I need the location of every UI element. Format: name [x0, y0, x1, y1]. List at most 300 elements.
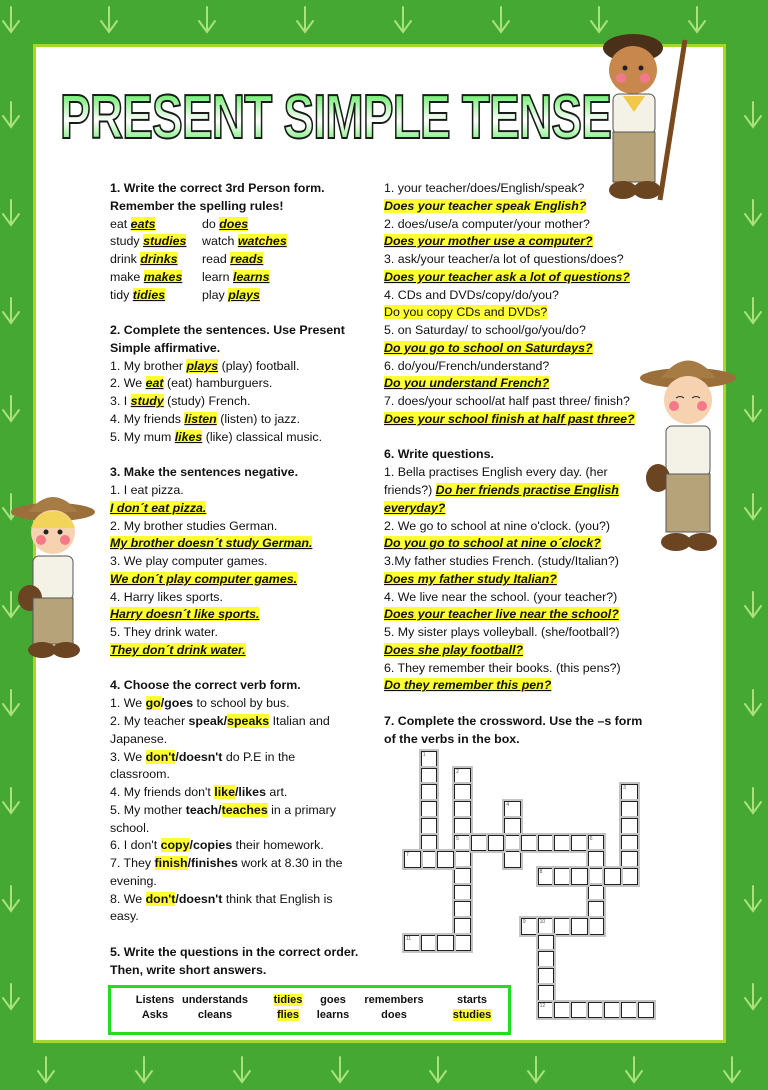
crossword-cell[interactable]	[421, 768, 438, 785]
grass-arrow-icon	[0, 786, 22, 816]
exercise-text: 4. CDs and DVDs/copy/do/you?	[384, 287, 559, 302]
crossword-cell[interactable]	[504, 851, 521, 868]
word-box-item: learns	[316, 1009, 350, 1021]
second-pair	[202, 233, 287, 251]
crossword-cell[interactable]	[404, 851, 421, 868]
grass-arrow-icon	[742, 884, 764, 914]
crossword-cell[interactable]	[454, 768, 471, 785]
crossword-cell[interactable]	[554, 1002, 571, 1019]
answer-text: makes	[143, 269, 183, 284]
section-heading: Then, write short answers.	[110, 962, 267, 977]
answer-text: don't	[145, 749, 176, 764]
text-line	[110, 837, 358, 855]
text-line	[384, 677, 642, 695]
grass-arrow-icon	[742, 688, 764, 718]
grass-arrow-icon	[196, 5, 218, 35]
second-pair	[202, 269, 270, 287]
word-box-item: does	[381, 1009, 407, 1021]
text-line	[384, 553, 642, 571]
exercise-text: their homework.	[232, 838, 324, 853]
crossword-cell[interactable]	[437, 935, 454, 952]
exercise-text: easy.	[110, 909, 139, 924]
word-box	[108, 985, 511, 1035]
answer-text: They don´t drink water.	[110, 642, 246, 657]
answer-text: plays	[228, 287, 260, 302]
crossword-cell[interactable]	[421, 751, 438, 768]
answer-text: Do her friends practise English	[435, 483, 619, 498]
text-line	[384, 713, 642, 731]
answer-text: Do you copy CDs and DVDs?	[384, 305, 548, 320]
crossword-cell[interactable]	[571, 1002, 588, 1019]
text-line	[110, 766, 358, 784]
exercise-text: 7. They	[110, 856, 155, 871]
text-line	[110, 269, 358, 287]
page-title: PRESENT SIMPLE TENSE	[60, 83, 612, 152]
crossword-cell[interactable]	[588, 851, 605, 868]
crossword-cell[interactable]	[554, 835, 571, 852]
grass-arrow-icon	[0, 100, 22, 130]
exercise-text: drink	[110, 252, 141, 267]
section-heading: 7. Complete the crossword. Use the –s form	[384, 713, 643, 728]
crossword-cell[interactable]	[571, 835, 588, 852]
crossword-cell[interactable]	[504, 818, 521, 835]
text-line	[384, 695, 642, 713]
text-line	[110, 677, 358, 695]
clue-number: 4	[506, 802, 509, 809]
left-column	[110, 180, 358, 979]
clue-number: 10	[539, 919, 546, 925]
crossword-cell[interactable]	[454, 851, 471, 868]
clue-number: 9	[522, 919, 526, 925]
grass-arrow-icon	[525, 1055, 547, 1085]
text-line	[110, 713, 358, 731]
exercise-text: /likes	[234, 785, 266, 800]
crossword-cell[interactable]	[437, 851, 454, 868]
text-line	[110, 553, 358, 571]
crossword-cell[interactable]	[538, 868, 555, 885]
text-line	[384, 535, 642, 553]
grass-arrow-icon	[0, 394, 22, 424]
exercise-text: (like) classical music.	[202, 429, 323, 444]
clue-number: 6	[589, 835, 593, 842]
text-line	[110, 606, 358, 624]
clue-number: 5	[456, 835, 459, 842]
clue-number: 2	[456, 768, 459, 775]
text-line	[110, 962, 358, 980]
text-line	[110, 535, 358, 553]
crossword-cell[interactable]	[538, 935, 555, 952]
answer-text: eats	[130, 216, 156, 231]
crossword-cell[interactable]	[621, 835, 638, 852]
crossword-cell[interactable]	[604, 868, 621, 885]
crossword-cell[interactable]	[521, 835, 538, 852]
section-heading: Remember the spelling rules!	[110, 198, 284, 213]
grass-arrow-icon	[0, 688, 22, 718]
text-line	[110, 891, 358, 909]
grass-arrow-icon	[742, 492, 764, 522]
section-heading: 3. Make the sentences negative.	[110, 465, 299, 480]
crossword-cell[interactable]	[538, 951, 555, 968]
exercise-text: /doesn't	[175, 891, 223, 906]
crossword-cell[interactable]	[588, 901, 605, 918]
text-line	[384, 642, 642, 660]
grass-arrow-icon	[623, 1055, 645, 1085]
text-line	[384, 482, 642, 500]
clue-number: 1	[422, 752, 426, 758]
text-line	[110, 375, 358, 393]
grass-arrow-icon	[35, 1055, 57, 1085]
word-box-item: remembers	[364, 994, 424, 1006]
exercise-text: 1. My brother	[110, 358, 187, 373]
crossword-cell[interactable]	[638, 1002, 655, 1019]
exercise-text: speak/	[188, 713, 228, 728]
crossword-cell[interactable]	[421, 818, 438, 835]
crossword-cell[interactable]	[621, 818, 638, 835]
answer-text: Does she play football?	[384, 642, 524, 657]
exercise-text: 6. do/you/French/understand?	[384, 358, 550, 373]
text-line	[384, 500, 642, 518]
crossword-cell[interactable]	[588, 918, 605, 935]
exercise-text: 4. We live near the school. (your teacher?)	[384, 589, 618, 604]
exercise-text: (play) football.	[218, 358, 300, 373]
text-line	[110, 482, 358, 500]
text-line	[384, 340, 642, 358]
second-pair	[202, 216, 248, 234]
crossword-cell[interactable]	[454, 885, 471, 902]
crossword-cell[interactable]	[588, 1002, 605, 1019]
exercise-text: /finishes	[187, 856, 238, 871]
crossword-cell[interactable]	[621, 801, 638, 818]
text-line	[110, 624, 358, 642]
crossword-cell[interactable]	[421, 935, 438, 952]
answer-text: Does your school finish at half past three?	[384, 411, 635, 426]
crossword-cell[interactable]	[554, 918, 571, 935]
crossword-cell[interactable]	[454, 801, 471, 818]
exercise-text: tidy	[110, 287, 133, 302]
text-line	[384, 287, 642, 305]
answer-text: tidies	[132, 287, 166, 302]
answer-text: study	[130, 394, 164, 409]
text-line	[384, 731, 642, 749]
exercise-text: (eat) hamburguers.	[163, 376, 273, 391]
exercise-text: (study) French.	[163, 394, 251, 409]
answer-text: studies	[143, 234, 187, 249]
crossword-cell[interactable]	[454, 835, 471, 852]
answer-text: everyday?	[384, 500, 446, 515]
text-line	[110, 518, 358, 536]
crossword-cell[interactable]	[621, 868, 638, 885]
text-line	[110, 198, 358, 216]
exercise-text: in a primary	[267, 802, 336, 817]
answer-text: likes	[174, 429, 203, 444]
text-line	[384, 322, 642, 340]
answer-text: does	[219, 216, 249, 231]
word-box-item: goes	[320, 994, 346, 1006]
exercise-text: 5. My sister plays volleyball. (she/football?)	[384, 625, 620, 640]
exercise-text: teach/	[185, 802, 222, 817]
second-pair	[202, 287, 260, 305]
clue-number: 7	[406, 852, 409, 859]
word-box-item: understands	[181, 994, 249, 1006]
crossword-cell[interactable]	[454, 784, 471, 801]
text-line	[384, 606, 642, 624]
exercise-text: 4. Harry likes sports.	[110, 589, 223, 604]
answer-text: learns	[233, 269, 270, 284]
grass-arrow-icon	[329, 1055, 351, 1085]
word-box-item: Listens	[135, 994, 175, 1006]
crossword-cell[interactable]	[588, 868, 605, 885]
answer-text: Does my father study Italian?	[384, 571, 557, 586]
text-line	[110, 855, 358, 873]
crossword-cell[interactable]	[621, 851, 638, 868]
exercise-text: school.	[110, 820, 150, 835]
text-line	[384, 660, 642, 678]
exercise-text: /copies	[189, 838, 233, 853]
grass-arrow-icon	[742, 786, 764, 816]
word-box-item: studies	[452, 1009, 492, 1021]
word-box-item: Asks	[141, 1009, 169, 1021]
text-line	[384, 358, 642, 376]
answer-text: finish	[154, 856, 188, 871]
text-line	[110, 642, 358, 660]
crossword-cell[interactable]	[488, 835, 505, 852]
exercise-text: 7. does/your school/at half past three/ finish?	[384, 394, 630, 409]
exercise-text: 3. We play computer games.	[110, 554, 268, 569]
grass-arrow-icon	[0, 884, 22, 914]
grass-arrow-icon	[742, 982, 764, 1012]
crossword-cell[interactable]	[538, 968, 555, 985]
text-line	[110, 287, 358, 305]
text-line	[110, 411, 358, 429]
text-line	[110, 340, 358, 358]
text-line	[110, 216, 358, 234]
crossword-cell[interactable]	[521, 918, 538, 935]
answer-text: reads	[230, 252, 264, 267]
exercise-text: evening.	[110, 873, 157, 888]
exercise-text: 6. They remember their books. (this pens?)	[384, 660, 621, 675]
exercise-text: 5. My mother	[110, 802, 186, 817]
answer-text: My brother doesn´t study German.	[110, 536, 313, 551]
text-line	[384, 518, 642, 536]
section-heading: of the verbs in the box.	[384, 731, 520, 746]
section-heading: Simple affirmative.	[110, 340, 221, 355]
text-line	[384, 233, 642, 251]
exercise-text: work at 8.30 in the	[237, 856, 343, 871]
grass-arrow-icon	[98, 5, 120, 35]
crossword-cell[interactable]	[421, 851, 438, 868]
clue-number: 12	[539, 1002, 546, 1009]
grass-arrow-icon	[742, 100, 764, 130]
explorer-boy-illustration-top	[585, 30, 705, 205]
grass-arrow-icon	[0, 296, 22, 326]
crossword-cell[interactable]	[454, 918, 471, 935]
section-heading: 4. Choose the correct verb form.	[110, 678, 301, 693]
grass-arrow-icon	[231, 1055, 253, 1085]
text-line	[110, 304, 358, 322]
exercise-text: play	[202, 287, 229, 302]
text-line	[110, 464, 358, 482]
grass-arrow-icon	[427, 1055, 449, 1085]
answer-text: Do you understand French?	[384, 376, 550, 391]
text-line	[110, 589, 358, 607]
answer-text: eat	[145, 376, 164, 391]
exercise-text: /goes	[160, 696, 194, 711]
text-line	[110, 820, 358, 838]
word-box-item: tidies	[273, 994, 303, 1006]
text-line	[384, 251, 642, 269]
answer-text: We don´t play computer games.	[110, 571, 298, 586]
text-line	[110, 446, 358, 464]
grass-arrow-icon	[490, 5, 512, 35]
grass-arrow-icon	[742, 198, 764, 228]
crossword-cell[interactable]	[454, 868, 471, 885]
crossword-cell[interactable]	[538, 1002, 555, 1019]
text-line	[110, 358, 358, 376]
answer-text: listen	[184, 411, 217, 426]
exercise-text: 4. My friends don't	[110, 785, 215, 800]
crossword-cell[interactable]	[571, 868, 588, 885]
text-line	[384, 411, 642, 429]
crossword-cell[interactable]	[421, 784, 438, 801]
text-line	[110, 944, 358, 962]
exercise-text: 1. We	[110, 696, 146, 711]
exercise-text: 2. We	[110, 376, 146, 391]
crossword-cell[interactable]	[421, 835, 438, 852]
exercise-text: 5. My mum	[110, 429, 175, 444]
crossword-cell[interactable]	[621, 784, 638, 801]
text-line	[110, 731, 358, 749]
word-box-item: starts	[457, 994, 487, 1006]
crossword-cell[interactable]	[538, 835, 555, 852]
answer-text: Do they remember this pen?	[384, 678, 552, 693]
exercise-text: 8. We	[110, 891, 146, 906]
crossword-cell[interactable]	[571, 918, 588, 935]
text-line	[110, 660, 358, 678]
exercise-text: classroom.	[110, 767, 170, 782]
exercise-text: do	[202, 216, 220, 231]
text-line	[110, 322, 358, 340]
second-pair	[202, 251, 263, 269]
exercise-text: /doesn't	[175, 749, 223, 764]
text-line	[110, 926, 358, 944]
exercise-text: 2. We go to school at nine o'clock. (you?)	[384, 518, 610, 533]
exercise-text: 3. ask/your teacher/a lot of questions/does?	[384, 252, 624, 267]
crossword-cell[interactable]	[454, 901, 471, 918]
text-line	[384, 269, 642, 287]
text-line	[110, 251, 358, 269]
crossword-cell[interactable]	[604, 1002, 621, 1019]
text-line	[110, 908, 358, 926]
exercise-text: think that English is	[222, 891, 333, 906]
answer-text: I don´t eat pizza.	[110, 500, 207, 515]
crossword-cell[interactable]	[421, 801, 438, 818]
exercise-text: (listen) to jazz.	[216, 411, 301, 426]
exercise-text: learn	[202, 269, 233, 284]
clue-number: 3	[623, 785, 626, 792]
text-line	[384, 375, 642, 393]
crossword-cell[interactable]	[588, 885, 605, 902]
answer-text: plays	[186, 358, 219, 373]
crossword-cell[interactable]	[621, 1002, 638, 1019]
answer-text: copy	[160, 838, 190, 853]
text-line	[384, 304, 642, 322]
exercise-text: 3.My father studies French. (study/Italian?)	[384, 554, 619, 569]
answer-text: Does your mother use a computer?	[384, 234, 593, 249]
exercise-text: 5. They drink water.	[110, 625, 218, 640]
text-line	[384, 429, 642, 447]
exercise-text: 2. does/use/a computer/your mother?	[384, 216, 590, 231]
crossword-cell[interactable]	[454, 935, 471, 952]
crossword-cell[interactable]	[404, 935, 421, 952]
exercise-text: 4. My friends	[110, 411, 185, 426]
word-box-item: cleans	[197, 1009, 233, 1021]
text-line	[384, 571, 642, 589]
exercise-text: 3. We	[110, 749, 146, 764]
section-heading: 5. Write the questions in the correct order.	[110, 944, 359, 959]
exercise-text: art.	[265, 785, 288, 800]
grass-arrow-icon	[0, 5, 22, 35]
text-line	[110, 695, 358, 713]
answer-text: Do you go to school at nine o´clock?	[384, 536, 601, 551]
exercise-text: 1. I eat pizza.	[110, 483, 184, 498]
section-heading: 1. Write the correct 3rd Person form.	[110, 181, 325, 195]
text-line	[110, 571, 358, 589]
crossword-cell[interactable]	[538, 918, 555, 935]
exercise-text: study	[110, 234, 144, 249]
grass-arrow-icon	[742, 296, 764, 326]
exercise-text: 2. My brother studies German.	[110, 518, 278, 533]
clue-number: 8	[539, 868, 543, 875]
answer-text: drinks	[140, 252, 178, 267]
text-line	[110, 393, 358, 411]
exercise-text: watch	[202, 234, 238, 249]
text-line	[110, 429, 358, 447]
grass-arrow-icon	[392, 5, 414, 35]
explorer-boy-illustration-right	[636, 348, 736, 558]
crossword-cell[interactable]	[554, 868, 571, 885]
section-heading: 6. Write questions.	[384, 447, 494, 462]
text-line	[110, 180, 358, 198]
answer-text: speaks	[227, 713, 270, 728]
text-line	[384, 624, 642, 642]
exercise-text: 5. on Saturday/ to school/go/you/do?	[384, 323, 586, 338]
grass-arrow-icon	[742, 394, 764, 424]
exercise-text: Italian and	[269, 713, 330, 728]
grass-arrow-icon	[721, 1055, 743, 1085]
exercise-text: make	[110, 269, 144, 284]
exercise-text: 6. I don't	[110, 838, 161, 853]
answer-text: don't	[145, 891, 176, 906]
exercise-text: Japanese.	[110, 731, 168, 746]
crossword-cell[interactable]	[504, 801, 521, 818]
crossword-cell[interactable]	[454, 818, 471, 835]
text-line	[110, 873, 358, 891]
exercise-text: 2. My teacher	[110, 713, 189, 728]
crossword-cell[interactable]	[588, 835, 605, 852]
answer-text: like	[214, 785, 235, 800]
exercise-text: do P.E in the	[222, 749, 296, 764]
answer-text: go	[145, 696, 161, 711]
exercise-text: to school by bus.	[193, 696, 290, 711]
crossword-cell[interactable]	[504, 835, 521, 852]
answer-text: teaches	[221, 802, 268, 817]
crossword-cell[interactable]	[538, 985, 555, 1002]
crossword-cell[interactable]	[471, 835, 488, 852]
explorer-girl-illustration-left	[8, 488, 98, 663]
answer-text: watches	[237, 234, 287, 249]
exercise-text: 1. Bella practises English every day. (her	[384, 465, 608, 480]
exercise-text: eat	[110, 216, 131, 231]
